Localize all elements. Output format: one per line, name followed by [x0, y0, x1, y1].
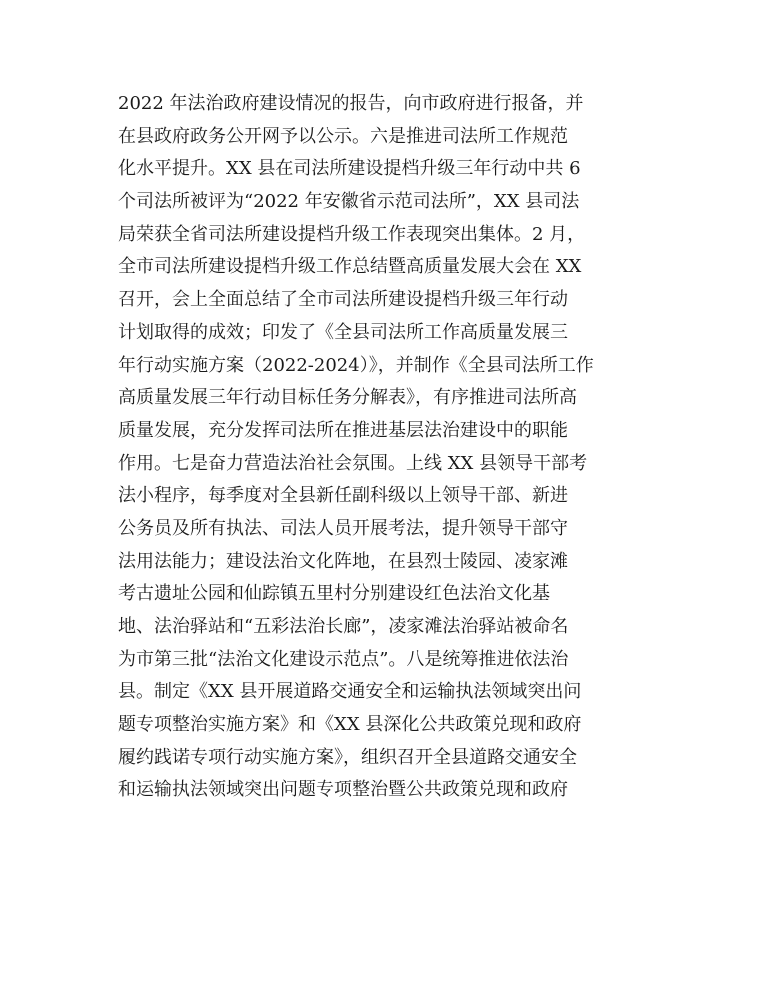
text-line: 地、法治驿站和“五彩法治长廊”，凌家滩法治驿站被命名 — [118, 616, 569, 637]
text-line: 县。制定《XX 县开展道路交通安全和运输执法领域突出问 — [118, 681, 582, 703]
text-line: 公务员及所有执法、司法人员开展考法，提升领导干部守 — [118, 517, 568, 539]
text-line: 个司法所被评为“2022 年安徽省示范司法所”，XX 县司法 — [118, 191, 580, 213]
text-line: 在县政府政务公开网予以公示。六是推进司法所工作规范 — [118, 125, 568, 147]
text-line: 作用。七是奋力营造法治社会氛围。上线 XX 县领导干部考 — [118, 452, 588, 474]
text-line: 年行动实施方案（2022-2024）》，并制作《全县司法所工作 — [118, 354, 594, 376]
text-line: 全市司法所建设提档升级工作总结暨高质量发展大会在 XX — [118, 256, 582, 278]
text-line: 召开，会上全面总结了全市司法所建设提档升级三年行动 — [118, 289, 568, 311]
text-line: 2022 年法治政府建设情况的报告，向市政府进行报备，并 — [118, 93, 584, 114]
text-line: 质量发展，充分发挥司法所在推进基层法治建设中的职能 — [118, 419, 568, 441]
text-line: 计划取得的成效；印发了《全县司法所工作高质量发展三 — [118, 321, 568, 343]
text-line: 考古遗址公园和仙踪镇五里村分别建设红色法治文化基 — [118, 583, 550, 605]
text-line: 题专项整治实施方案》和《XX 县深化公共政策兑现和政府 — [118, 714, 582, 736]
text-line: 局荣获全省司法所建设提档升级工作表现突出集体。2 月， — [118, 223, 586, 245]
text-line: 法小程序，每季度对全县新任副科级以上领导干部、新进 — [118, 485, 568, 507]
text-line: 高质量发展三年行动目标任务分解表》，有序推进司法所高 — [118, 387, 577, 409]
text-line: 法用法能力；建设法治文化阵地，在县烈士陵园、凌家滩 — [118, 550, 568, 572]
text-line: 和运输执法领域突出问题专项整治暨公共政策兑现和政府 — [118, 779, 568, 801]
text-line: 为市第三批“法治文化建设示范点”。八是统筹推进依法治 — [118, 648, 569, 670]
body-text — [118, 88, 658, 807]
text-line: 化水平提升。XX 县在司法所建设提档升级三年行动中共 6 — [118, 158, 581, 180]
text-line: 履约践诺专项行动实施方案》，组织召开全县道路交通安全 — [118, 746, 577, 768]
